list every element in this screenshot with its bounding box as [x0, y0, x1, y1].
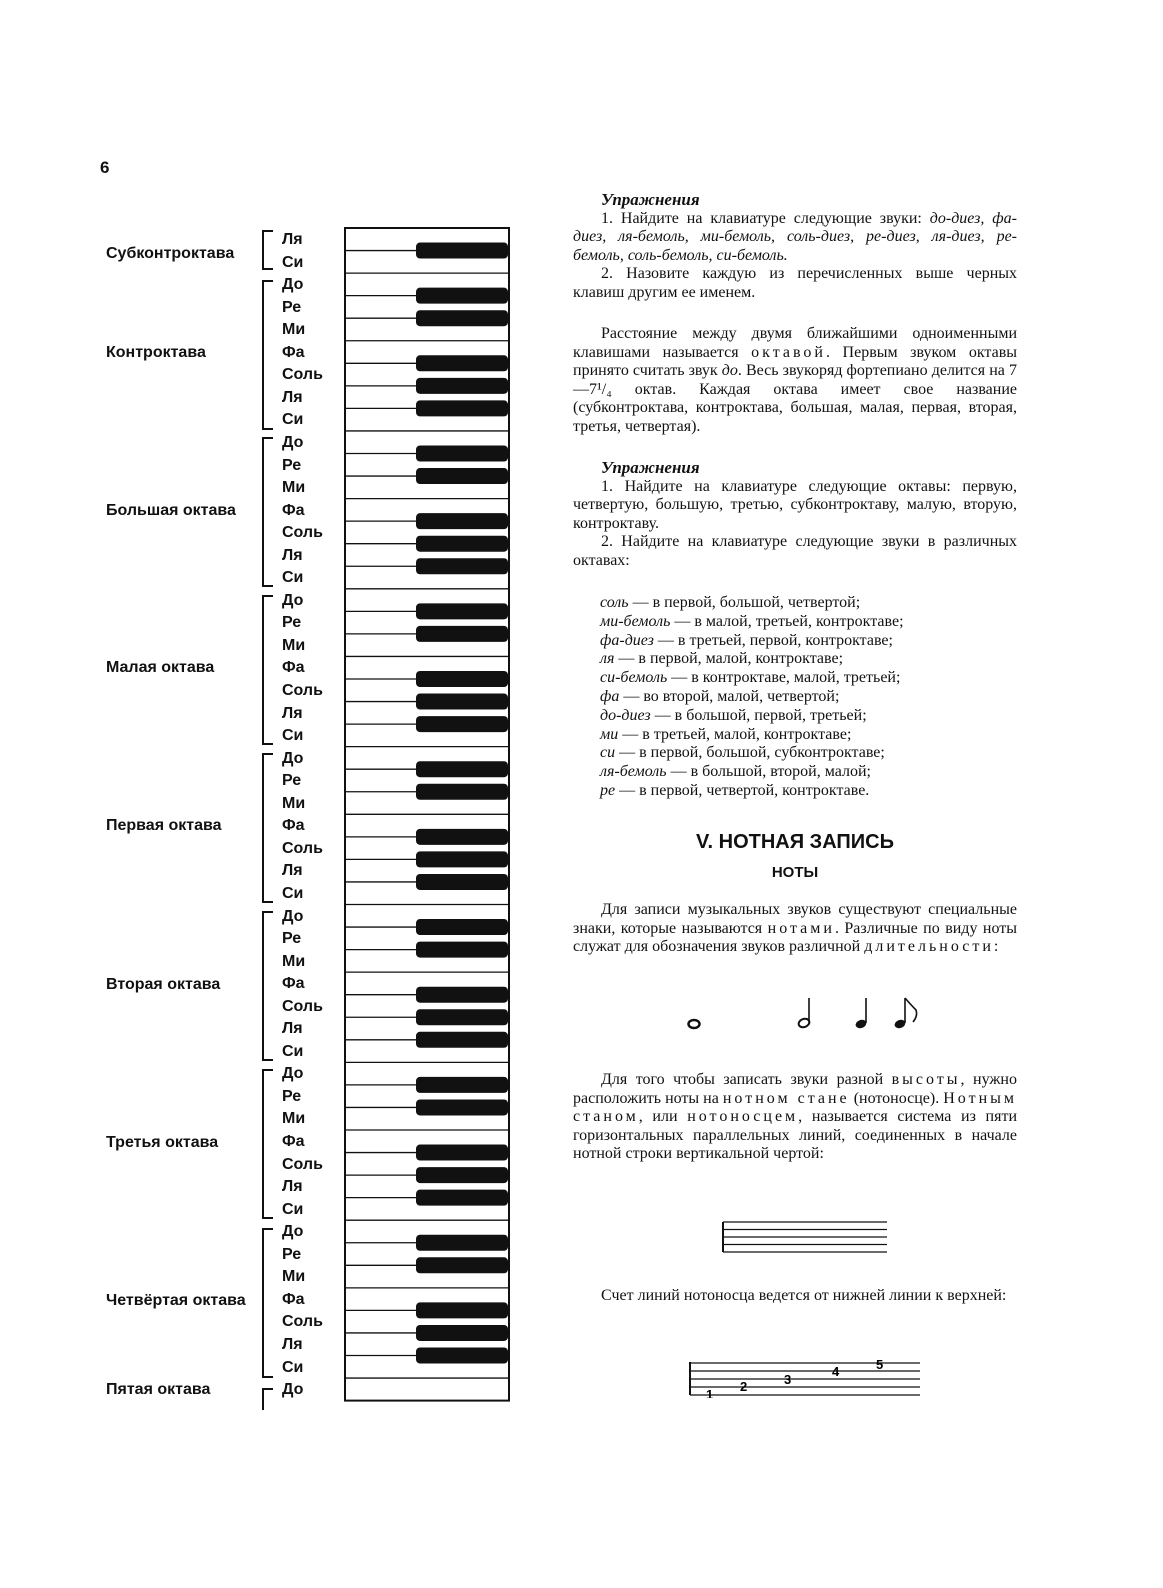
- black-key: [416, 288, 508, 304]
- black-key: [416, 1235, 508, 1251]
- black-key: [416, 603, 508, 619]
- black-key: [416, 1077, 508, 1093]
- black-key: [416, 919, 508, 935]
- note-name: Си: [282, 569, 304, 587]
- bracket-second: [262, 911, 273, 1061]
- note-name: Ля: [282, 1335, 303, 1353]
- staff-example: [722, 1220, 890, 1256]
- note-name: Ми: [282, 794, 306, 812]
- note-name: Ля: [282, 1178, 303, 1196]
- black-key: [416, 558, 508, 574]
- black-key: [416, 400, 508, 416]
- bracket-third: [262, 1069, 273, 1219]
- note-name: До: [282, 1381, 304, 1399]
- black-key: [416, 784, 508, 800]
- black-key: [416, 355, 508, 371]
- sound-list-item: си-бемоль — в контроктаве, малой, третьей;: [600, 669, 901, 687]
- note-name: Ми: [282, 952, 306, 970]
- page-number: 6: [100, 158, 110, 177]
- octave-label-subcontra: Субконтроктава: [106, 245, 235, 262]
- octave-paragraph: Расстояние между двумя ближайшими одноименными клавишами называется октавой. Первым звуком октавы принято считать звук до. Весь звукоряд фортепиано делится на 7—7¹/₄ октав. Каждая октава имеет свое название (субконтроктава, контроктава, большая, малая, первая, вторая, третья, четвертая).: [573, 325, 1018, 435]
- note-name: Ре: [282, 772, 302, 790]
- note-durations-figure: [680, 992, 920, 1037]
- black-key: [416, 874, 508, 890]
- note-name: Си: [282, 1042, 304, 1060]
- note-name: Фа: [282, 1290, 305, 1308]
- black-key: [416, 987, 508, 1003]
- note-name: Соль: [282, 1313, 323, 1331]
- note-name: Си: [282, 1200, 304, 1218]
- note-name: Соль: [282, 1155, 323, 1173]
- note-name: Си: [282, 727, 304, 745]
- note-name: Соль: [282, 524, 323, 542]
- note-name: Ля: [282, 704, 303, 722]
- black-key: [416, 1190, 508, 1206]
- black-key: [416, 694, 508, 710]
- black-key: [416, 1302, 508, 1318]
- note-name: Ми: [282, 636, 306, 654]
- note-name: Соль: [282, 682, 323, 699]
- note-name: Ля: [282, 388, 303, 406]
- note-name: Соль: [282, 366, 323, 384]
- note-name: До: [282, 276, 304, 294]
- note-name: Ре: [282, 614, 302, 632]
- half-note-icon: [797, 998, 810, 1029]
- black-key: [416, 1325, 508, 1341]
- piano-keyboard: [344, 227, 510, 1407]
- note-name: Фа: [282, 659, 305, 677]
- black-key: [416, 1348, 508, 1364]
- sound-list-item: соль — в первой, большой, четвертой;: [600, 594, 861, 611]
- sound-list-item: фа — во второй, малой, четвертой;: [600, 687, 840, 705]
- note-name: Ми: [282, 479, 306, 497]
- black-key: [416, 446, 508, 462]
- note-name: Ля: [282, 862, 303, 880]
- note-name: Фа: [282, 501, 305, 519]
- note-name: Ля: [282, 1020, 303, 1038]
- black-key: [416, 1167, 508, 1183]
- note-name: Ля: [282, 546, 303, 564]
- sound-list-item: ми — в третьей, малой, контроктаве;: [600, 725, 852, 743]
- note-name: Ля: [282, 231, 303, 248]
- octave-label-small: Малая октава: [106, 659, 215, 676]
- exercise-2-2: 2. Найдите на клавиатуре следующие звуки в различных октавах:: [573, 533, 1017, 569]
- note-name: Ре: [282, 930, 302, 948]
- note-name: До: [282, 433, 304, 451]
- note-name: До: [282, 749, 304, 767]
- numbered-staff: [688, 1358, 924, 1398]
- note-name: Ми: [282, 321, 306, 339]
- black-key: [416, 1145, 508, 1161]
- note-name: Ми: [282, 1268, 306, 1286]
- notes-paragraph: Для записи музыкальных звуков существуют специальные знаки, которые называются нотами. Различные по виду ноты служат для обозначения звуков различной длительности:: [573, 901, 1017, 955]
- sound-list-item: ре — в первой, четвертой, контроктаве.: [600, 781, 870, 799]
- note-name: Фа: [282, 1133, 305, 1150]
- bracket-fourth: [262, 1228, 273, 1378]
- octave-label-contra: Контроктава: [106, 344, 206, 361]
- black-key: [416, 468, 508, 484]
- sound-list-item: ля — в первой, малой, контроктаве;: [600, 650, 844, 668]
- eighth-note-icon: [893, 998, 916, 1030]
- black-key: [416, 626, 508, 642]
- black-key: [416, 716, 508, 732]
- exercises-heading-1: Упражнения: [601, 190, 700, 209]
- note-name: До: [282, 1065, 304, 1083]
- note-name: Ре: [282, 1245, 302, 1263]
- note-name: Си: [282, 253, 304, 271]
- bracket-small: [262, 595, 273, 745]
- exercise-2-1: 1. Найдите на клавиатуре следующие октавы: первую, четвертую, большую, третью, субконтроктаву, малую, вторую, контроктаву.: [573, 477, 1017, 532]
- bracket-first: [262, 753, 273, 903]
- bracket-fifth: [262, 1388, 273, 1410]
- sound-list-item: ля-бемоль — в большой, второй, малой;: [600, 763, 871, 781]
- black-key: [416, 851, 508, 867]
- note-name: Ми: [282, 1110, 306, 1128]
- staff-line-number: 3: [784, 1372, 792, 1387]
- staff-line-number: 4: [832, 1364, 840, 1379]
- count-paragraph: Счет линий нотоносца ведется от нижней линии к верхней:: [601, 1287, 1007, 1304]
- black-key: [416, 536, 508, 552]
- note-name: Си: [282, 411, 304, 429]
- note-name: Ре: [282, 1087, 302, 1105]
- chapter-subtitle: НОТЫ: [771, 864, 819, 881]
- octave-label-first: Первая октава: [106, 817, 222, 834]
- black-key: [416, 1032, 508, 1048]
- chapter-title: V. НОТНАЯ ЗАПИСЬ: [696, 831, 894, 853]
- note-name: Ре: [282, 298, 302, 316]
- octave-label-fourth: Четвёртая октава: [106, 1292, 246, 1309]
- note-name: До: [282, 1223, 304, 1241]
- black-key: [416, 761, 508, 777]
- black-key: [416, 942, 508, 958]
- sound-list-item: си — в первой, большой, субконтроктаве;: [600, 744, 885, 762]
- bracket-contra: [262, 280, 273, 430]
- quarter-note-icon: [854, 998, 867, 1030]
- sound-list-item: ми-бемоль — в малой, третьей, контроктаве;: [600, 612, 904, 630]
- note-name: Фа: [282, 975, 305, 993]
- note-name: Ре: [282, 456, 302, 474]
- bracket-subcontra: [262, 230, 273, 270]
- note-name: Соль: [282, 839, 323, 857]
- octave-label-third: Третья октава: [106, 1134, 219, 1151]
- note-name: До: [282, 907, 304, 925]
- bracket-great: [262, 437, 273, 587]
- black-key: [416, 243, 508, 259]
- staff-line-number: 1: [706, 1387, 714, 1398]
- black-key: [416, 310, 508, 326]
- exercise-1-1: 1. Найдите на клавиатуре следующие звуки: до-диез, фа-диез, ля-бемоль, ми-бемоль, соль-диез, ре-диез, ля-диез, ре-бемоль, соль-бемоль, си-бемоль.: [573, 209, 1017, 264]
- black-key: [416, 671, 508, 687]
- exercises-heading-2: Упражнения: [601, 458, 700, 477]
- sound-list-item: до-диез — в большой, первой, третьей;: [600, 706, 867, 724]
- staff-line-number: 2: [740, 1379, 748, 1394]
- staff-line-number: 5: [876, 1358, 884, 1372]
- octave-label-second: Вторая октава: [106, 976, 221, 993]
- octave-label-fifth: Пятая октава: [106, 1381, 211, 1398]
- black-key: [416, 1257, 508, 1273]
- black-key: [416, 513, 508, 529]
- note-name: Си: [282, 1358, 304, 1376]
- black-key: [416, 829, 508, 845]
- exercise-1-2: 2. Назовите каждую из перечисленных выше черных клавиш другим ее именем.: [573, 265, 1017, 301]
- note-name: Си: [282, 884, 304, 902]
- note-name: Фа: [282, 343, 305, 361]
- sound-list: [600, 594, 904, 801]
- staff-paragraph: Для того чтобы записать звуки разной высоты, нужно расположить ноты на нотном стане (нотоносце). Нотным станом, или нотоносцем, называется система из пяти горизонтальных параллельных линий, соединенных в начале нотной строки вертикальной чертой:: [573, 1071, 1018, 1162]
- black-key: [416, 1009, 508, 1025]
- note-name: Соль: [282, 997, 323, 1015]
- black-key: [416, 1099, 508, 1115]
- black-key: [416, 378, 508, 394]
- note-name: Фа: [282, 817, 305, 835]
- whole-note-icon: [689, 1020, 700, 1028]
- octave-label-great: Большая октава: [106, 502, 236, 519]
- sound-list-item: фа-диез — в третьей, первой, контроктаве;: [600, 631, 893, 649]
- note-name: До: [282, 591, 304, 609]
